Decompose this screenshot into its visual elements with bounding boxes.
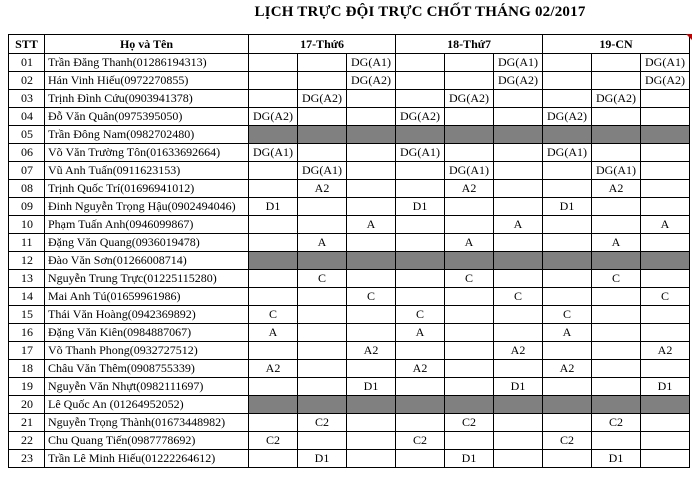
member-name-cell: Trần Đăng Thanh(01286194313) xyxy=(45,54,249,72)
page-title xyxy=(0,4,692,24)
shift-cell xyxy=(298,342,347,360)
table-row xyxy=(9,324,690,342)
page-title-text: LỊCH TRỰC ĐỘI TRỰC CHỐT THÁNG 02/2017 xyxy=(254,4,586,20)
shift-cell xyxy=(494,126,543,144)
shift-cell: C2 xyxy=(592,414,641,432)
table-row xyxy=(9,306,690,324)
shift-cell: C xyxy=(249,306,298,324)
table-row xyxy=(9,90,690,108)
shift-cell xyxy=(592,378,641,396)
shift-cell: C xyxy=(543,306,592,324)
member-name-cell: Mai Anh Tú(01659961986) xyxy=(45,288,249,306)
shift-cell xyxy=(543,180,592,198)
shift-cell xyxy=(249,162,298,180)
stt-cell: 09 xyxy=(9,198,45,216)
shift-cell: DG(A2) xyxy=(396,108,445,126)
shift-cell xyxy=(249,180,298,198)
shift-cell xyxy=(396,234,445,252)
shift-cell xyxy=(543,288,592,306)
shift-cell: D1 xyxy=(347,378,396,396)
shift-cell xyxy=(641,144,690,162)
member-name-cell: Lê Quốc An (01264952052) xyxy=(45,396,249,414)
shift-cell xyxy=(347,252,396,270)
shift-cell: DG(A1) xyxy=(396,144,445,162)
shift-cell xyxy=(298,288,347,306)
table-row xyxy=(9,270,690,288)
shift-cell xyxy=(641,270,690,288)
shift-cell xyxy=(592,432,641,450)
name-header: Họ và Tên xyxy=(45,35,249,54)
stt-cell: 22 xyxy=(9,432,45,450)
shift-cell xyxy=(249,54,298,72)
shift-cell xyxy=(494,252,543,270)
shift-cell xyxy=(347,306,396,324)
shift-cell: A xyxy=(592,234,641,252)
member-name-cell: Chu Quang Tiến(0987778692) xyxy=(45,432,249,450)
shift-cell xyxy=(396,54,445,72)
member-name-cell: Võ Văn Trường Tôn(01633692664) xyxy=(45,144,249,162)
member-name-cell: Đặng Văn Quang(0936019478) xyxy=(45,234,249,252)
member-name-cell: Đặng Văn Kiên(0984887067) xyxy=(45,324,249,342)
shift-cell xyxy=(494,144,543,162)
shift-cell xyxy=(347,396,396,414)
stt-cell: 20 xyxy=(9,396,45,414)
stt-cell: 05 xyxy=(9,126,45,144)
shift-cell xyxy=(298,108,347,126)
shift-cell: DG(A1) xyxy=(494,54,543,72)
shift-cell xyxy=(347,198,396,216)
shift-cell xyxy=(494,162,543,180)
table-row xyxy=(9,54,690,72)
shift-cell: D1 xyxy=(641,378,690,396)
stt-cell: 12 xyxy=(9,252,45,270)
shift-cell: C2 xyxy=(298,414,347,432)
shift-cell xyxy=(249,72,298,90)
member-name-cell: Trịnh Quốc Trí(01696941012) xyxy=(45,180,249,198)
shift-cell: DG(A1) xyxy=(249,144,298,162)
shift-cell: C2 xyxy=(396,432,445,450)
shift-cell xyxy=(445,432,494,450)
shift-cell: DG(A1) xyxy=(298,162,347,180)
shift-cell xyxy=(249,342,298,360)
shift-cell xyxy=(641,108,690,126)
shift-cell: C xyxy=(592,270,641,288)
shift-cell xyxy=(445,378,494,396)
shift-cell xyxy=(249,414,298,432)
stt-cell: 14 xyxy=(9,288,45,306)
shift-cell xyxy=(396,216,445,234)
shift-cell: DG(A2) xyxy=(641,72,690,90)
member-name-cell: Đỗ Văn Quân(0975395050) xyxy=(45,108,249,126)
shift-cell xyxy=(298,396,347,414)
stt-cell: 17 xyxy=(9,342,45,360)
shift-cell xyxy=(641,306,690,324)
shift-cell: A xyxy=(543,324,592,342)
shift-cell: A xyxy=(347,216,396,234)
shift-cell xyxy=(543,126,592,144)
shift-cell xyxy=(298,144,347,162)
table-row xyxy=(9,180,690,198)
member-name-cell: Võ Thanh Phong(0932727512) xyxy=(45,342,249,360)
shift-cell xyxy=(494,108,543,126)
shift-cell xyxy=(494,234,543,252)
shift-cell xyxy=(347,270,396,288)
shift-cell: D1 xyxy=(298,450,347,468)
table-row xyxy=(9,450,690,468)
shift-cell: DG(A1) xyxy=(347,54,396,72)
shift-cell xyxy=(249,126,298,144)
table-row xyxy=(9,252,690,270)
shift-cell xyxy=(396,90,445,108)
shift-cell xyxy=(543,72,592,90)
shift-cell xyxy=(641,414,690,432)
shift-cell xyxy=(592,108,641,126)
shift-cell xyxy=(592,306,641,324)
shift-cell xyxy=(298,54,347,72)
stt-cell: 04 xyxy=(9,108,45,126)
shift-cell xyxy=(494,432,543,450)
table-row xyxy=(9,162,690,180)
shift-cell xyxy=(641,360,690,378)
shift-cell xyxy=(445,54,494,72)
member-name-cell: Hán Vinh Hiếu(0972270855) xyxy=(45,72,249,90)
shift-cell xyxy=(445,288,494,306)
member-name-cell: Trần Lê Minh Hiếu(01222264612) xyxy=(45,450,249,468)
shift-cell xyxy=(494,198,543,216)
stt-cell: 18 xyxy=(9,360,45,378)
table-row xyxy=(9,396,690,414)
shift-cell xyxy=(396,270,445,288)
shift-cell: D1 xyxy=(592,450,641,468)
shift-cell: C xyxy=(396,306,445,324)
shift-cell xyxy=(592,360,641,378)
shift-cell xyxy=(445,396,494,414)
shift-cell xyxy=(641,324,690,342)
stt-header: STT xyxy=(9,35,45,54)
shift-cell xyxy=(494,414,543,432)
stt-cell: 08 xyxy=(9,180,45,198)
member-name-cell: Thái Văn Hoàng(0942369892) xyxy=(45,306,249,324)
shift-cell xyxy=(592,342,641,360)
member-name-cell: Phạm Tuấn Anh(0946099867) xyxy=(45,216,249,234)
day-header: 19-CN xyxy=(543,35,690,54)
table-row xyxy=(9,72,690,90)
shift-cell xyxy=(445,324,494,342)
shift-cell xyxy=(494,324,543,342)
shift-cell xyxy=(249,450,298,468)
shift-cell xyxy=(249,270,298,288)
member-name-cell: Đào Văn Sơn(01266008714) xyxy=(45,252,249,270)
stt-cell: 07 xyxy=(9,162,45,180)
shift-cell: A2 xyxy=(347,342,396,360)
shift-cell: C2 xyxy=(445,414,494,432)
table-row xyxy=(9,378,690,396)
shift-cell xyxy=(543,90,592,108)
shift-cell xyxy=(347,108,396,126)
shift-cell: DG(A2) xyxy=(543,108,592,126)
shift-cell: A xyxy=(494,216,543,234)
shift-cell xyxy=(641,234,690,252)
shift-cell xyxy=(592,396,641,414)
shift-cell xyxy=(543,414,592,432)
shift-cell: A2 xyxy=(249,360,298,378)
shift-cell xyxy=(494,90,543,108)
shift-cell xyxy=(298,126,347,144)
member-name-cell: Trần Đông Nam(0982702480) xyxy=(45,126,249,144)
shift-cell: A2 xyxy=(298,180,347,198)
table-row xyxy=(9,234,690,252)
shift-cell: C xyxy=(445,270,494,288)
shift-cell xyxy=(347,144,396,162)
stt-cell: 21 xyxy=(9,414,45,432)
shift-cell: DG(A2) xyxy=(298,90,347,108)
shift-cell xyxy=(641,162,690,180)
shift-cell xyxy=(249,216,298,234)
shift-cell xyxy=(396,450,445,468)
shift-cell xyxy=(347,126,396,144)
shift-cell: D1 xyxy=(494,378,543,396)
shift-cell: DG(A1) xyxy=(445,162,494,180)
shift-cell xyxy=(347,324,396,342)
shift-cell xyxy=(249,90,298,108)
shift-cell: DG(A2) xyxy=(445,90,494,108)
shift-cell xyxy=(543,162,592,180)
shift-cell: C2 xyxy=(543,432,592,450)
shift-cell: D1 xyxy=(396,198,445,216)
shift-cell xyxy=(396,396,445,414)
shift-cell xyxy=(543,252,592,270)
shift-cell xyxy=(592,198,641,216)
shift-cell xyxy=(445,360,494,378)
stt-cell: 23 xyxy=(9,450,45,468)
member-name-cell: Vũ Anh Tuấn(0911623153) xyxy=(45,162,249,180)
stt-cell: 10 xyxy=(9,216,45,234)
shift-cell: DG(A1) xyxy=(592,162,641,180)
shift-cell: A xyxy=(249,324,298,342)
shift-cell xyxy=(641,432,690,450)
shift-cell xyxy=(347,234,396,252)
shift-cell: DG(A1) xyxy=(641,54,690,72)
shift-cell xyxy=(592,288,641,306)
stt-cell: 15 xyxy=(9,306,45,324)
shift-cell xyxy=(249,288,298,306)
shift-cell: A2 xyxy=(543,360,592,378)
shift-cell xyxy=(592,324,641,342)
shift-cell xyxy=(298,378,347,396)
shift-cell xyxy=(445,72,494,90)
table-row xyxy=(9,216,690,234)
shift-cell xyxy=(494,360,543,378)
stt-cell: 03 xyxy=(9,90,45,108)
shift-cell xyxy=(298,198,347,216)
shift-cell xyxy=(347,450,396,468)
shift-cell xyxy=(592,72,641,90)
shift-cell xyxy=(494,450,543,468)
header-row xyxy=(9,35,690,54)
table-row xyxy=(9,144,690,162)
shift-cell xyxy=(396,378,445,396)
duty-roster-table xyxy=(8,34,690,468)
table-row xyxy=(9,288,690,306)
shift-cell xyxy=(249,234,298,252)
member-name-cell: Châu Văn Thêm(0908755339) xyxy=(45,360,249,378)
shift-cell xyxy=(347,180,396,198)
shift-cell xyxy=(543,270,592,288)
shift-cell: DG(A1) xyxy=(543,144,592,162)
shift-cell: A xyxy=(641,216,690,234)
shift-cell xyxy=(543,378,592,396)
shift-cell: DG(A2) xyxy=(494,72,543,90)
table-row xyxy=(9,108,690,126)
table-row xyxy=(9,342,690,360)
shift-cell xyxy=(298,216,347,234)
shift-cell xyxy=(494,270,543,288)
stt-cell: 02 xyxy=(9,72,45,90)
shift-cell xyxy=(543,396,592,414)
shift-cell xyxy=(396,162,445,180)
shift-cell xyxy=(494,180,543,198)
shift-cell xyxy=(592,216,641,234)
stt-cell: 19 xyxy=(9,378,45,396)
shift-cell xyxy=(445,198,494,216)
shift-cell: C xyxy=(641,288,690,306)
shift-cell xyxy=(445,126,494,144)
shift-cell xyxy=(445,108,494,126)
shift-cell xyxy=(543,234,592,252)
stt-cell: 01 xyxy=(9,54,45,72)
shift-cell xyxy=(592,144,641,162)
shift-cell: DG(A2) xyxy=(347,72,396,90)
shift-cell xyxy=(445,306,494,324)
shift-cell xyxy=(396,414,445,432)
shift-cell: A2 xyxy=(396,360,445,378)
cell-comment-marker xyxy=(686,34,692,40)
member-name-cell: Nguyễn Văn Nhựt(0982111697) xyxy=(45,378,249,396)
shift-cell: A2 xyxy=(445,180,494,198)
shift-cell: A xyxy=(445,234,494,252)
table-row xyxy=(9,360,690,378)
shift-cell xyxy=(396,180,445,198)
shift-cell xyxy=(543,450,592,468)
table-row xyxy=(9,414,690,432)
shift-cell: C xyxy=(298,270,347,288)
shift-cell xyxy=(641,252,690,270)
shift-cell xyxy=(641,450,690,468)
shift-cell xyxy=(445,144,494,162)
shift-cell: D1 xyxy=(445,450,494,468)
table-row xyxy=(9,126,690,144)
shift-cell xyxy=(396,72,445,90)
shift-cell xyxy=(543,342,592,360)
shift-cell xyxy=(494,306,543,324)
shift-cell xyxy=(396,252,445,270)
shift-cell xyxy=(641,126,690,144)
stt-cell: 11 xyxy=(9,234,45,252)
member-name-cell: Nguyễn Trọng Thành(01673448982) xyxy=(45,414,249,432)
shift-cell xyxy=(543,216,592,234)
shift-cell xyxy=(249,378,298,396)
shift-cell xyxy=(298,432,347,450)
day-header: 18-Thứ7 xyxy=(396,35,543,54)
shift-cell: DG(A2) xyxy=(592,90,641,108)
shift-cell xyxy=(347,414,396,432)
shift-cell xyxy=(347,90,396,108)
shift-cell xyxy=(641,180,690,198)
member-name-cell: Trịnh Đình Cứu(0903941378) xyxy=(45,90,249,108)
shift-cell xyxy=(396,342,445,360)
shift-cell xyxy=(347,162,396,180)
shift-cell: DG(A2) xyxy=(249,108,298,126)
shift-cell xyxy=(445,216,494,234)
shift-cell xyxy=(592,54,641,72)
shift-cell xyxy=(347,432,396,450)
table-row xyxy=(9,432,690,450)
member-name-cell: Đinh Nguyễn Trọng Hậu(0902494046) xyxy=(45,198,249,216)
shift-cell xyxy=(347,360,396,378)
shift-cell xyxy=(592,126,641,144)
shift-cell xyxy=(249,396,298,414)
shift-cell xyxy=(396,288,445,306)
shift-cell: C2 xyxy=(249,432,298,450)
shift-cell xyxy=(494,396,543,414)
shift-cell: D1 xyxy=(543,198,592,216)
table-row xyxy=(9,198,690,216)
shift-cell: C xyxy=(347,288,396,306)
stt-cell: 16 xyxy=(9,324,45,342)
member-name-cell: Nguyễn Trung Trực(01225115280) xyxy=(45,270,249,288)
shift-cell xyxy=(298,324,347,342)
shift-cell: A2 xyxy=(494,342,543,360)
shift-cell xyxy=(396,126,445,144)
day-header: 17-Thứ6 xyxy=(249,35,396,54)
shift-cell: A2 xyxy=(641,342,690,360)
shift-cell xyxy=(298,72,347,90)
shift-cell xyxy=(445,342,494,360)
shift-cell xyxy=(592,252,641,270)
stt-cell: 06 xyxy=(9,144,45,162)
roster-body xyxy=(9,54,690,468)
shift-cell xyxy=(641,90,690,108)
shift-cell: A xyxy=(396,324,445,342)
shift-cell xyxy=(298,252,347,270)
shift-cell xyxy=(543,54,592,72)
stt-cell: 13 xyxy=(9,270,45,288)
shift-cell xyxy=(249,252,298,270)
shift-cell xyxy=(298,306,347,324)
shift-cell: C xyxy=(494,288,543,306)
shift-cell xyxy=(445,252,494,270)
shift-cell: A xyxy=(298,234,347,252)
shift-cell xyxy=(641,396,690,414)
shift-cell xyxy=(641,198,690,216)
shift-cell: D1 xyxy=(249,198,298,216)
shift-cell xyxy=(298,360,347,378)
shift-cell: A2 xyxy=(592,180,641,198)
